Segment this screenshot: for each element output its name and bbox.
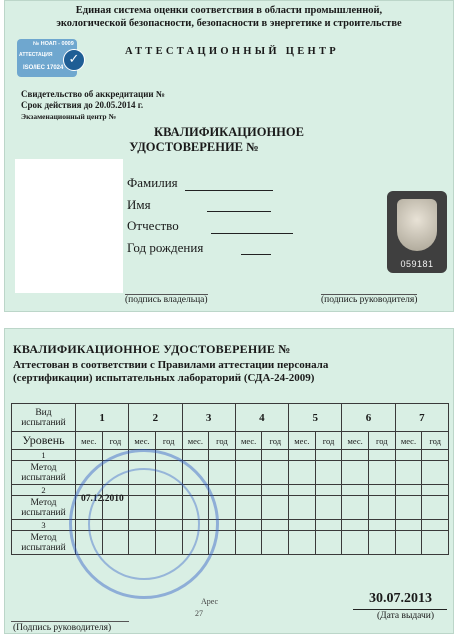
owner-signature-label: (подпись владельца) (125, 295, 208, 305)
level-header-row (12, 432, 449, 450)
accreditation-logo (17, 39, 95, 77)
column-header: 6 (342, 404, 395, 432)
head-signature-label: (подпись руководителя) (321, 295, 418, 305)
personal-fields (127, 175, 367, 261)
patronymic-field: Отчество (127, 218, 367, 240)
year-cell: год (315, 432, 342, 450)
level-number: 2 (12, 485, 76, 496)
table-row (12, 450, 449, 461)
patronymic-line (211, 233, 293, 234)
surname-field: Фамилия (127, 175, 367, 197)
level-number: 3 (12, 520, 76, 531)
issue-date-line (353, 609, 447, 610)
accreditation-info (21, 89, 165, 122)
birth-year-field: Год рождения (127, 240, 367, 262)
year-cell: год (422, 432, 449, 450)
month-cell: мес. (395, 432, 422, 450)
exam-center: Экзаменационный центр № (21, 112, 116, 121)
level2-date: 07.12.2010 (81, 494, 124, 504)
hologram-sticker (387, 191, 447, 273)
column-header: 3 (182, 404, 235, 432)
year-cell: год (262, 432, 289, 450)
column-header: 4 (235, 404, 288, 432)
month-cell: мес. (235, 432, 262, 450)
table-row (12, 461, 449, 485)
method-label: Метод испытаний (12, 531, 76, 555)
year-cell: год (155, 432, 182, 450)
certificate-front (4, 0, 454, 312)
level-number: 1 (12, 450, 76, 461)
column-header: 7 (395, 404, 448, 432)
certificate-title: КВАЛИФИКАЦИОННОЕ УДОСТОВЕРЕНИЕ № (129, 125, 304, 154)
method-label: Метод испытаний (12, 496, 76, 520)
accreditation-certificate: Свидетельство об аккредитации № (21, 89, 165, 99)
checkmark-icon: ✓ (63, 49, 85, 71)
month-cell: мес. (129, 432, 156, 450)
column-header: 5 (289, 404, 342, 432)
issue-date-label: (Дата выдачи) (377, 611, 435, 621)
month-cell: мес. (182, 432, 209, 450)
logo-code: № НОАП - 0009 (33, 41, 74, 47)
month-cell: мес. (342, 432, 369, 450)
head-signature-label-back: (Подпись руководителя) (13, 623, 112, 633)
year-cell: год (368, 432, 395, 450)
name-line (207, 211, 271, 212)
accreditation-validity: Срок действия до 20.05.2014 г. (21, 100, 144, 110)
photo-placeholder (15, 159, 123, 293)
certificate-back (4, 328, 454, 634)
column-header: 1 (75, 404, 128, 432)
handwritten-note: Арес (201, 597, 219, 606)
month-cell: мес. (75, 432, 102, 450)
name-field: Имя (127, 197, 367, 219)
year-cell: год (102, 432, 129, 450)
handwritten-note: 27 (195, 609, 203, 618)
attestation-text: Аттестован в соответствии с Правилами аттестации персонала (сертификации) испытательных лабораторий (СДА-24-2009) (13, 359, 329, 384)
test-type-header: Вид испытаний (12, 404, 76, 432)
certificate-title-back: КВАЛИФИКАЦИОННОЕ УДОСТОВЕРЕНИЕ № (13, 342, 291, 356)
logo-standard: ISO/IEC 17024 (23, 65, 64, 71)
round-stamp (69, 449, 219, 599)
birth-year-line (241, 254, 271, 255)
hologram-number: 059181 (400, 259, 434, 269)
head-signature-line (11, 621, 129, 622)
logo-label: АТТЕСТАЦИЯ (19, 52, 53, 58)
month-cell: мес. (289, 432, 316, 450)
issue-date: 30.07.2013 (369, 591, 432, 606)
year-cell: год (209, 432, 236, 450)
method-label: Метод испытаний (12, 461, 76, 485)
column-header: 2 (129, 404, 182, 432)
surname-line (185, 190, 273, 191)
shield-icon (397, 199, 437, 251)
system-header: Единая система оценки соответствия в области промышленной, экологической безопасности, безопасности в энергетике и строительстве (56, 5, 402, 29)
attestation-center-title: АТТЕСТАЦИОННЫЙ ЦЕНТР (125, 46, 340, 57)
level-header: Уровень (12, 432, 76, 450)
table-header-row (12, 404, 449, 432)
